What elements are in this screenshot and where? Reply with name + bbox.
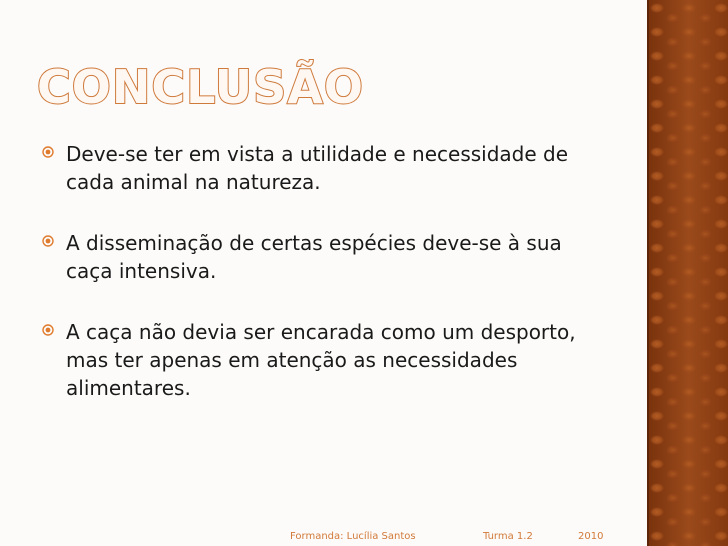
bullet-item <box>42 229 602 285</box>
bullet-item <box>42 140 602 196</box>
slide-title: CONCLUSÃO <box>37 60 364 114</box>
radio-circle-icon <box>42 235 54 247</box>
bullet-item <box>42 318 602 402</box>
bullet-text: A disseminação de certas espécies deve-se à sua caça intensiva. <box>66 231 562 283</box>
bullet-text: Deve-se ter em vista a utilidade e necessidade de cada animal na natureza. <box>66 142 569 194</box>
footer-year: 2010 <box>578 531 604 542</box>
bullet-list <box>42 140 602 435</box>
radio-circle-icon <box>42 324 54 336</box>
footer-class: Turma 1.2 <box>483 531 533 542</box>
footer-author: Formanda: Lucília Santos <box>290 531 416 542</box>
decorative-sidebar <box>649 0 728 546</box>
radio-circle-icon <box>42 146 54 158</box>
bullet-text: A caça não devia ser encarada como um desporto, mas ter apenas em atenção as necessidades alimentares. <box>66 320 576 400</box>
